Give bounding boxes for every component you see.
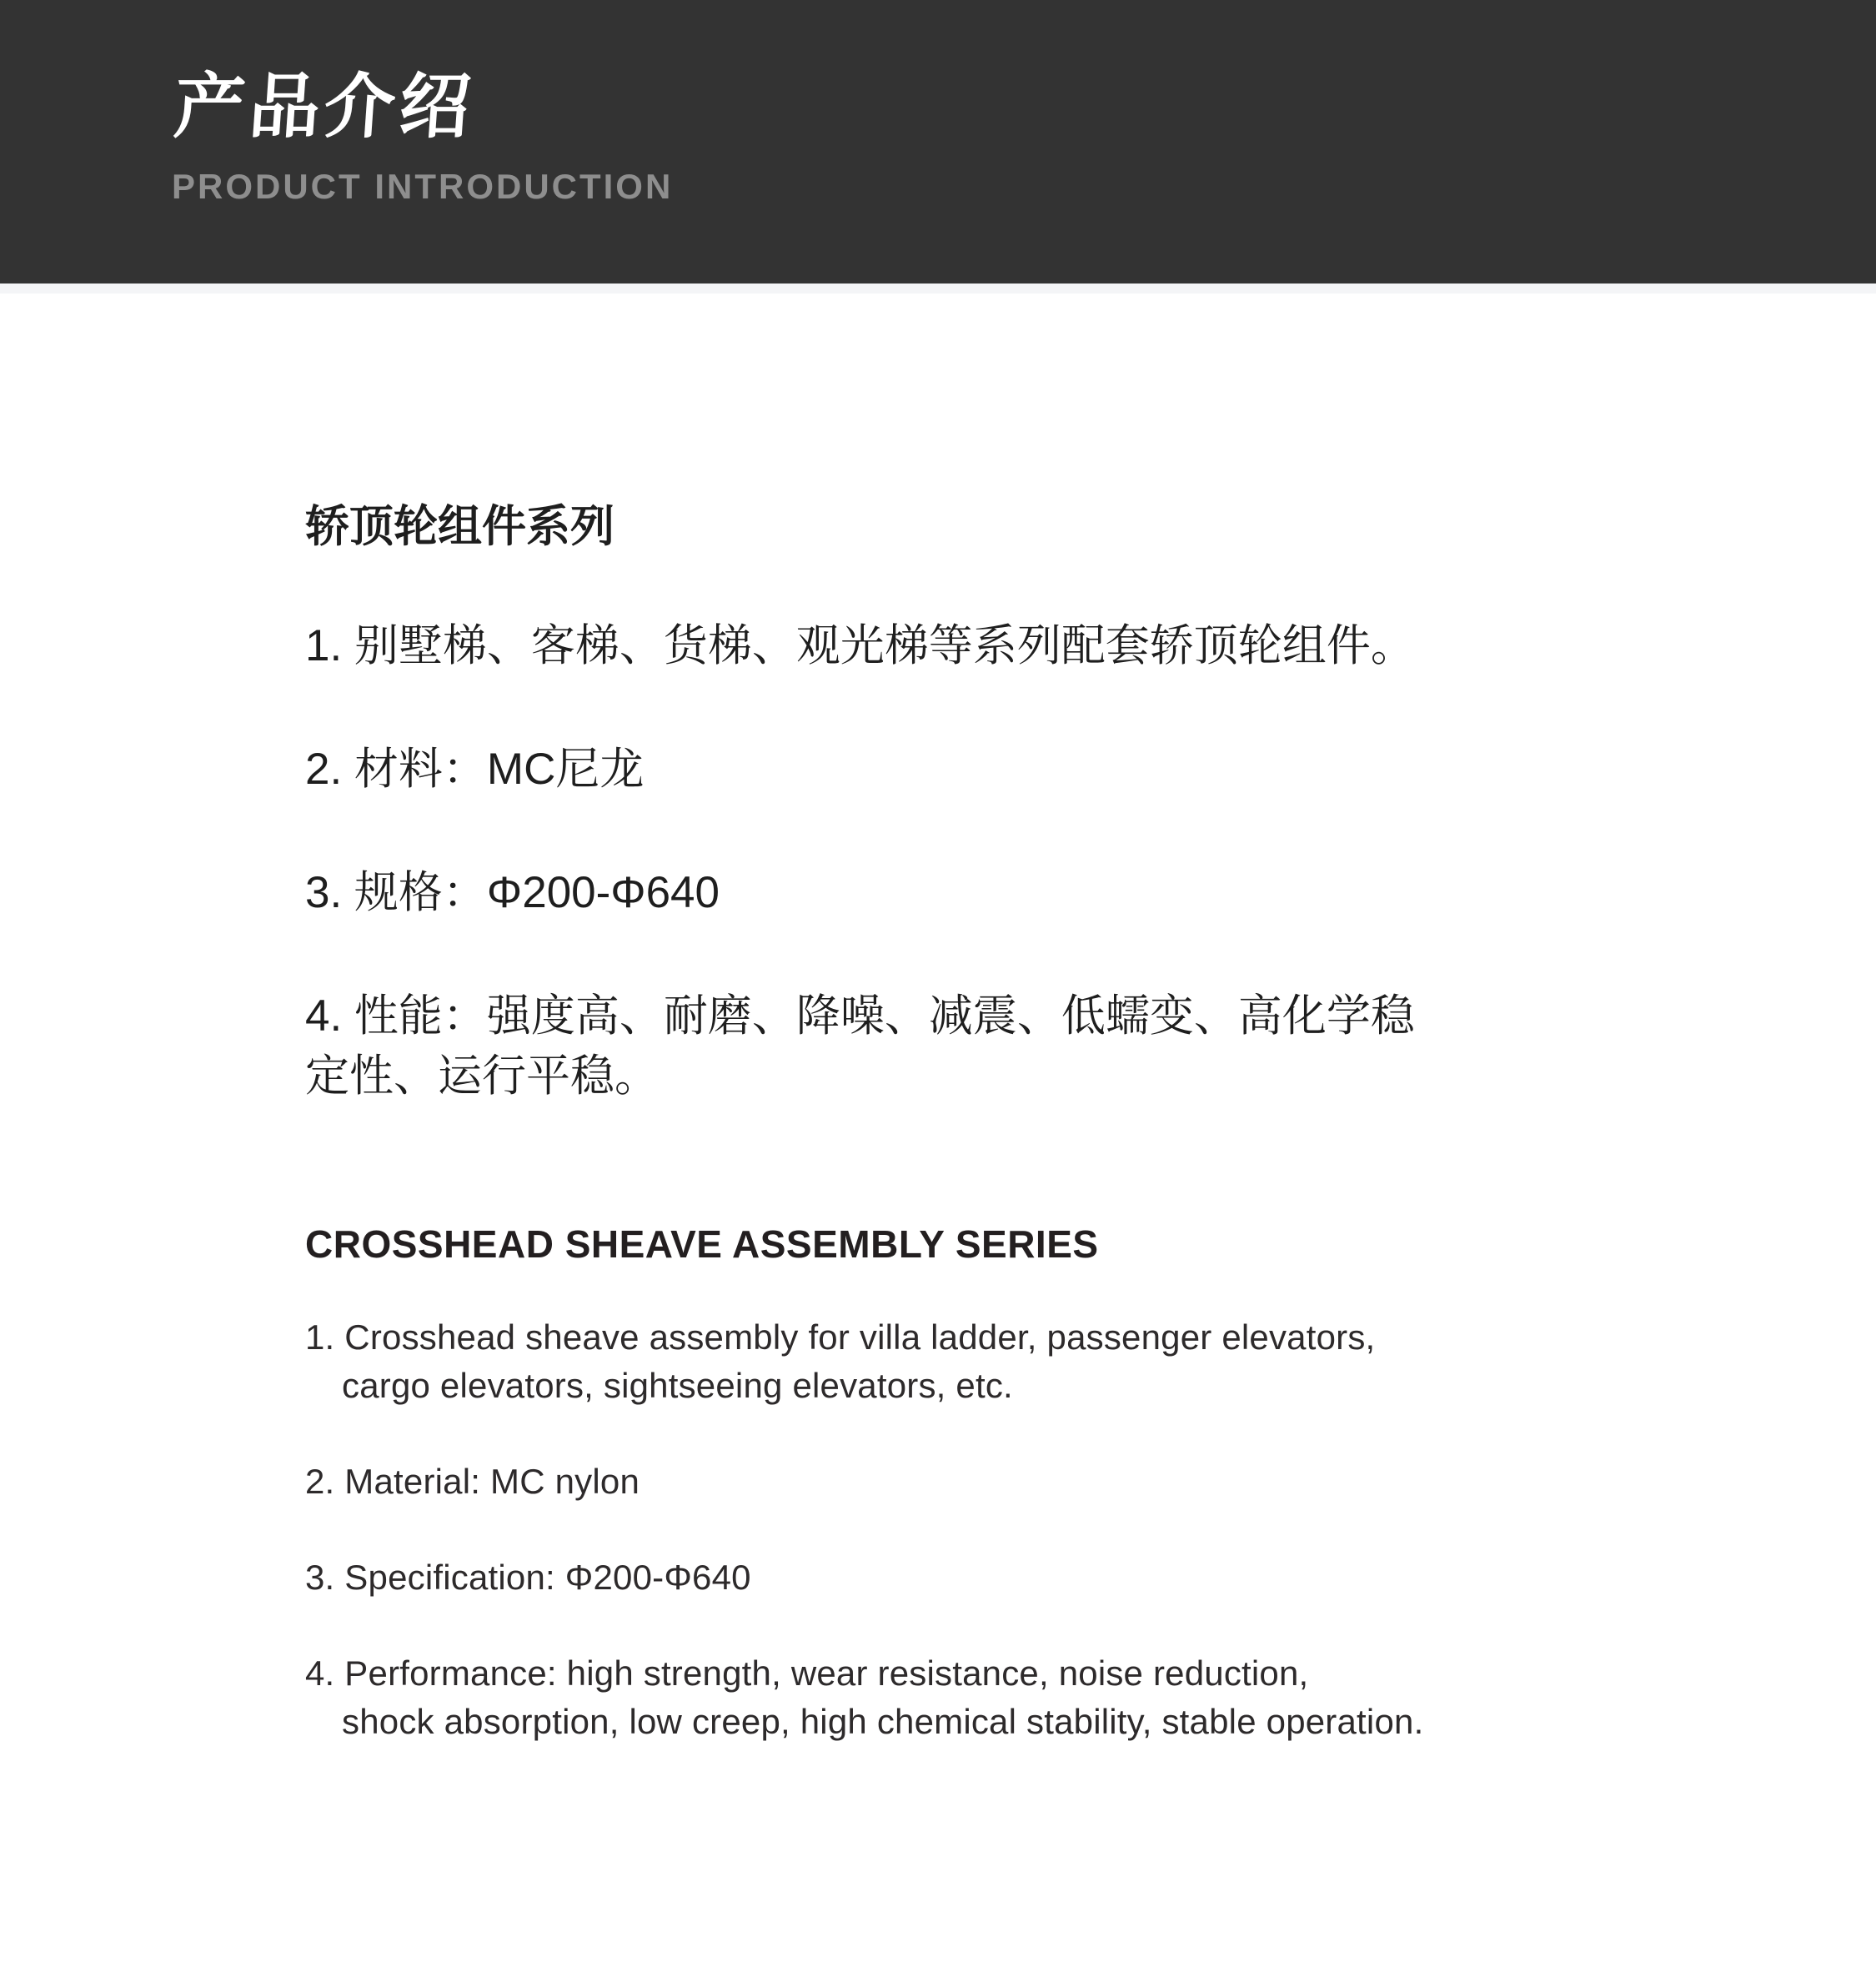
en-list-item-3 — [305, 1553, 1676, 1602]
cn-item-4-line-2: 定性、运行平稳。 — [305, 1051, 659, 1101]
en-item-4-line-1: 4. Performance: high strength, wear resistance, noise reduction, — [305, 1653, 1309, 1693]
cn-item-4-line-1: 4. 性能：强度高、耐磨、降噪、减震、低蠕变、高化学稳 — [305, 991, 1415, 1041]
en-item-2-line-1: 2. Material: MC nylon — [305, 1461, 640, 1501]
cn-list-item-4 — [305, 986, 1676, 1106]
header-banner — [0, 0, 1876, 284]
cn-list-item-1 — [305, 616, 1676, 676]
page-title-zh: 产品介绍 — [171, 68, 478, 147]
chinese-section — [305, 502, 1676, 1106]
en-list-item-4 — [305, 1649, 1676, 1746]
en-item-1-line-1: 1. Crosshead sheave assembly for villa ladder, passenger elevators, — [305, 1317, 1376, 1357]
cn-item-2-line-1: 2. 材料：MC尼龙 — [305, 744, 645, 794]
content-area — [0, 502, 1876, 1746]
cn-list-item-2 — [305, 740, 1676, 800]
en-item-4-line-2: shock absorption, low creep, high chemical stability, stable operation. — [342, 1701, 1424, 1741]
cn-item-1-line-1: 1. 别墅梯、客梯、货梯、观光梯等系列配套轿顶轮组件。 — [305, 620, 1415, 670]
en-list-item-1 — [305, 1313, 1676, 1410]
english-section — [305, 1223, 1676, 1746]
en-section-heading: CROSSHEAD SHEAVE ASSEMBLY SERIES — [305, 1222, 1099, 1266]
divider-strip — [0, 284, 1876, 294]
page-title-en: PRODUCT INTRODUCTION — [172, 167, 674, 206]
cn-list-item-3 — [305, 863, 1676, 923]
en-item-3-line-1: 3. Specification: Φ200-Φ640 — [305, 1557, 751, 1597]
cn-section-heading: 轿顶轮组件系列 — [305, 502, 614, 551]
en-item-1-line-2: cargo elevators, sightseeing elevators, etc. — [342, 1365, 1013, 1405]
cn-item-3-line-1: 3. 规格：Φ200-Φ640 — [305, 867, 720, 917]
en-list-item-2 — [305, 1458, 1676, 1506]
